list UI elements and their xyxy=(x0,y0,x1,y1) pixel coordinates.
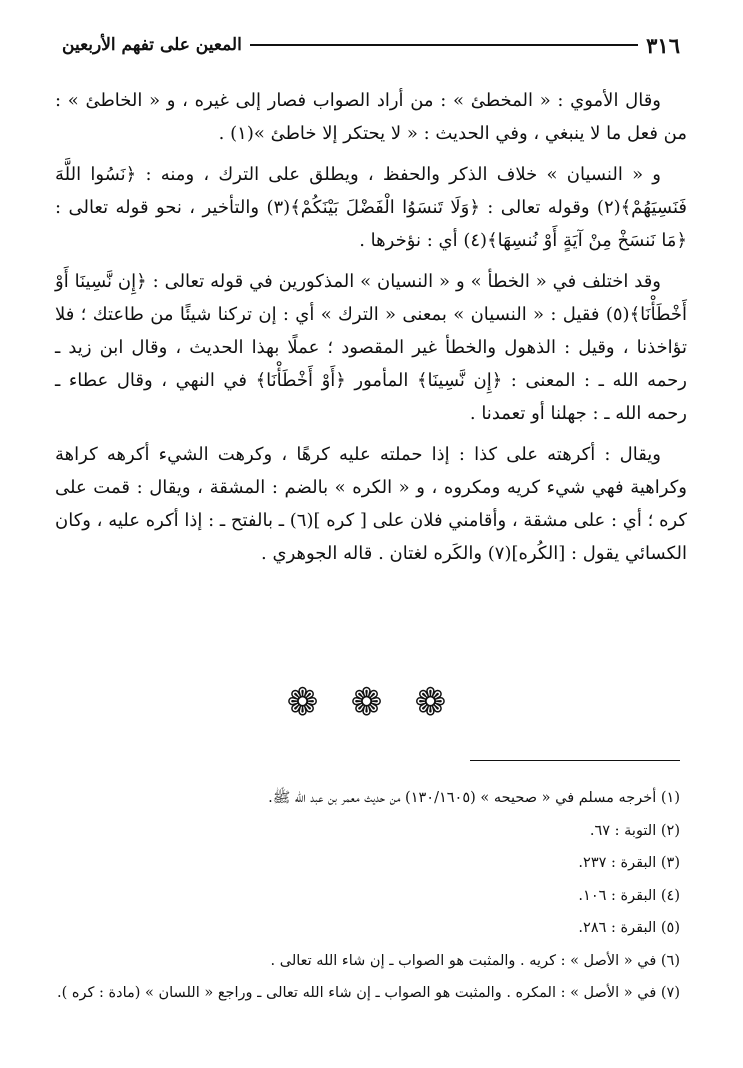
header-rule xyxy=(250,44,638,46)
page-number: ٣١٦ xyxy=(646,32,680,58)
footnote: (٧) في « الأصل » : المكره . والمثبت هو الصواب ـ إن شاء الله تعالى ـ وراجع « اللسان » (مادة : كره ). xyxy=(57,985,680,1001)
footnote-rule xyxy=(470,760,680,761)
running-header xyxy=(62,30,680,60)
paragraph: و « النسيان » خلاف الذكر والحفظ ، ويطلق على الترك ، ومنه : ﴿نَسُوا اللَّهَ فَنَسِيَهُمْ﴾(٢) وقوله تعالى : ﴿وَلَا تَنسَوُا الْفَضْلَ بَيْنَكُمْ﴾(٣) والتأخير ، نحو قوله تعالى : ﴿مَا نَنسَخْ مِنْ آيَةٍ أَوْ نُنسِهَا﴾(٤) أي : نؤخرها . xyxy=(55,164,687,251)
footnote: (٣) البقرة : ٢٣٧. xyxy=(578,855,680,871)
main-text xyxy=(55,84,687,578)
paragraph: ويقال : أكرهته على كذا : إذا حملته عليه كرهًا ، وكرهت الشيء أكرهه كراهة وكراهية فهي شيء كريه ومكروه ، و « الكره » بالضم : المشقة ، ويقال : قمت على كره ؛ أي : على مشقة ، وأقامني فلان على [ كره ](٦) ـ بالفتح ـ : إذا أكره عليه ، وكان الكسائي يقول : [الكُره](٧) والكَره لغتان . قاله الجوهري . xyxy=(54,444,687,564)
footnote: (١) أخرجه مسلم في « صحيحه » (١٣٠/١٦٠٥) من حديث معمر بن عبد الله ﷺ. xyxy=(268,790,680,806)
footnote: (٤) البقرة : ١٠٦. xyxy=(578,887,680,904)
paragraph: وقد اختلف في « الخطأ » و « النسيان » المذكورين في قوله تعالى : ﴿إِن نَّسِينَا أَوْ أَخْطَأْنَا﴾(٥) فقيل : « النسيان » بمعنى « الترك » أي : إن تركنا شيئًا من طاعتك ؛ فلا تؤاخذنا ، وقيل : الذهول والخطأ غير المقصود ؛ عملًا بهذا الحديث ، وقال ابن زيد ـ رحمه الله ـ : المعنى : ﴿إِن نَّسِينَا﴾ المأمور ﴿أَوْ أَخْطَأْنَا﴾ في النهي ، وقال عطاء ـ رحمه الله ـ : جهلنا أو تعمدنا . xyxy=(55,271,687,424)
footnote: (٥) البقرة : ٢٨٦. xyxy=(578,920,680,936)
footnotes xyxy=(40,782,680,1010)
footnote: (٦) في « الأصل » : كريه . والمثبت هو الصواب ـ إن شاء الله تعالى . xyxy=(270,952,680,969)
paragraph: وقال الأموي : « المخطئ » : من أراد الصواب فصار إلى غيره ، و « الخاطئ » : من فعل ما لا ينبغي ، وفي الحديث : « لا يحتكر إلا خاطئ »(١) . xyxy=(55,90,687,144)
running-title: المعين على تفهم الأربعين xyxy=(62,35,242,55)
footnote: (٢) التوبة : ٦٧. xyxy=(589,822,680,839)
section-ornament: ❁ ❁ ❁ xyxy=(286,680,457,724)
